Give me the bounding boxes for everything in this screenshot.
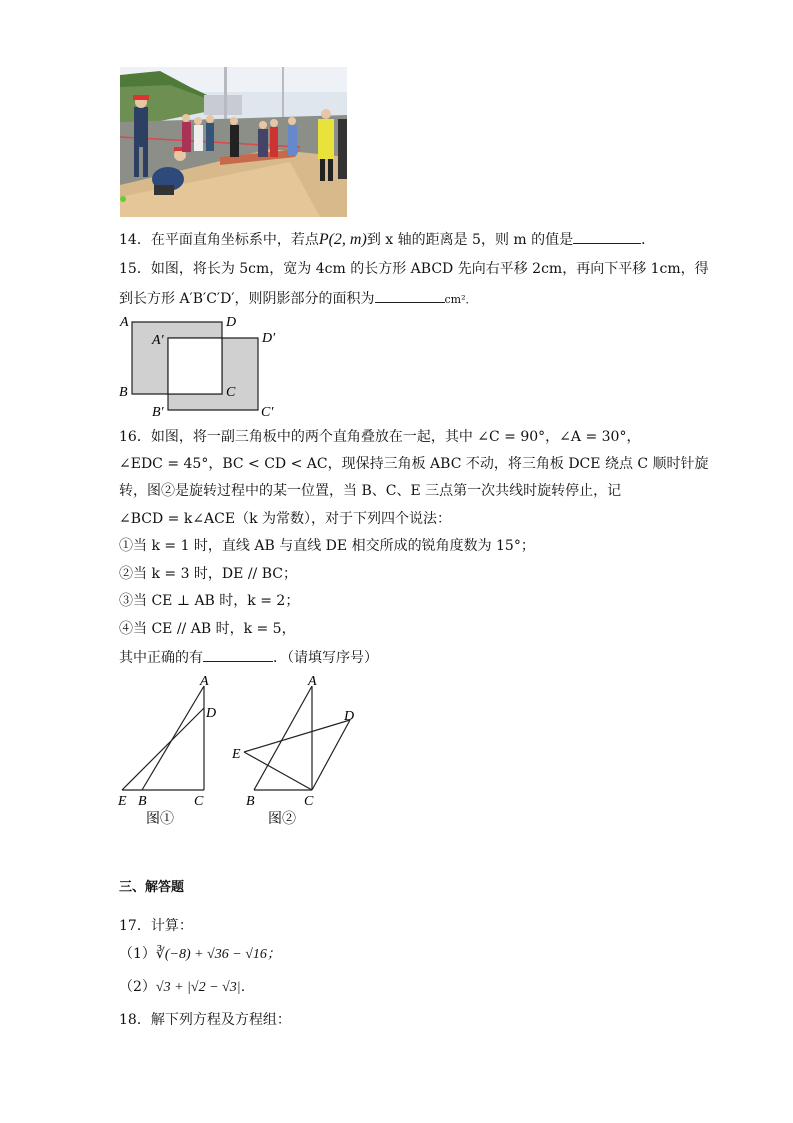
fig1-caption: 图① — [146, 812, 174, 827]
q17-number: 17． — [119, 918, 151, 934]
question-16-line1 — [119, 428, 640, 446]
long-jump-photo — [120, 67, 347, 217]
fig1-label-a: A — [200, 674, 209, 689]
q17-p1-label: （1） — [119, 946, 156, 962]
q17-p1-expression: ∛(−8) + √36 − √16； — [155, 947, 281, 962]
fig2-label-b: B — [246, 794, 255, 809]
q18-title: 解下列方程及方程组： — [150, 1012, 291, 1028]
q16-figure-1 — [112, 672, 222, 836]
fig2-label-a: A — [308, 674, 317, 689]
q15-label-b-prime: B′ — [152, 405, 164, 420]
q16-line3: 转，图②是旋转过程中的某一位置，当 B、C、E 三点第一次共线时旋转停止，记 — [119, 483, 622, 499]
question-14 — [119, 229, 655, 249]
q16-answer-a: 其中正确的有 — [119, 650, 203, 666]
fig1-label-c: C — [194, 794, 204, 809]
q16-answer-blank[interactable] — [203, 647, 273, 662]
q17-part-1 — [119, 945, 281, 964]
q16-option-2: ②当 k = 3 时，DE // BC； — [119, 566, 297, 582]
question-17 — [119, 917, 193, 935]
q14-text-b: 到 x 轴的距离是 5，则 m 的值是 — [366, 232, 574, 248]
q16-option-3: ③当 CE ⊥ AB 时，k = 2； — [119, 593, 300, 609]
q16-line2: ∠EDC = 45°，BC < CD < AC，现保持三角板 ABC 不动，将三角板 DCE 绕点 C 顺时针旋 — [119, 456, 709, 472]
q17-part-2 — [119, 978, 255, 997]
q15-label-d: D — [226, 315, 237, 330]
q18-number: 18． — [119, 1012, 151, 1028]
q14-end: ． — [641, 232, 656, 248]
q14-point: P(2, m) — [318, 231, 367, 248]
question-18 — [119, 1011, 291, 1029]
fig2-label-e: E — [232, 747, 241, 762]
q15-label-c-prime: C′ — [261, 405, 274, 420]
q15-label-a: A — [120, 315, 129, 330]
fig2-label-d: D — [344, 709, 355, 724]
q16-option-1: ①当 k = 1 时，直线 AB 与直线 DE 相交所成的锐角度数为 15°； — [119, 538, 535, 554]
q14-number: 14． — [119, 232, 151, 248]
fig1-label-e: E — [118, 794, 127, 809]
question-15-line1 — [119, 260, 709, 278]
q14-answer-blank[interactable] — [573, 229, 641, 244]
q15-line2-b: cm²． — [444, 293, 477, 306]
q14-text-a: 在平面直角坐标系中，若点 — [150, 232, 319, 248]
q15-label-b: B — [119, 385, 128, 400]
q15-line1: 如图，将长为 5cm，宽为 4cm 的长方形 ABCD 先向右平移 2cm，再向下平移 1cm，得 — [150, 261, 709, 277]
fig1-label-b: B — [138, 794, 147, 809]
fig2-caption: 图② — [268, 812, 296, 827]
question-15-line2 — [119, 288, 477, 309]
q16-number: 16． — [119, 429, 151, 445]
section-heading: 三、解答题 — [119, 880, 185, 895]
q15-number: 15． — [119, 261, 151, 277]
q16-answer-line — [119, 647, 378, 667]
q16-line1: 如图，将一副三角板中的两个直角叠放在一起，其中 ∠C = 90°，∠A = 30°， — [150, 429, 641, 445]
q17-p2-label: （2） — [119, 979, 156, 995]
q16-figure-2 — [228, 672, 368, 836]
q17-title: 计算： — [150, 918, 193, 934]
q16-option-4: ④当 CE // AB 时，k = 5， — [119, 621, 296, 637]
q16-line4: ∠BCD = k∠ACE（k 为常数），对于下列四个说法： — [119, 511, 452, 527]
fig1-label-d: D — [206, 706, 217, 721]
q15-figure — [112, 312, 287, 424]
fig2-label-c: C — [304, 794, 314, 809]
q17-p2-expression: √3 + |√2 − √3|． — [155, 980, 255, 995]
q16-answer-b: ．（请填写序号） — [273, 650, 378, 666]
q15-answer-blank[interactable] — [375, 288, 445, 303]
q15-label-d-prime: D′ — [262, 331, 276, 346]
q15-label-c: C — [226, 385, 236, 400]
q15-label-a-prime: A′ — [152, 333, 164, 348]
q15-line2-a: 到长方形 A′B′C′D′，则阴影部分的面积为 — [119, 291, 375, 307]
